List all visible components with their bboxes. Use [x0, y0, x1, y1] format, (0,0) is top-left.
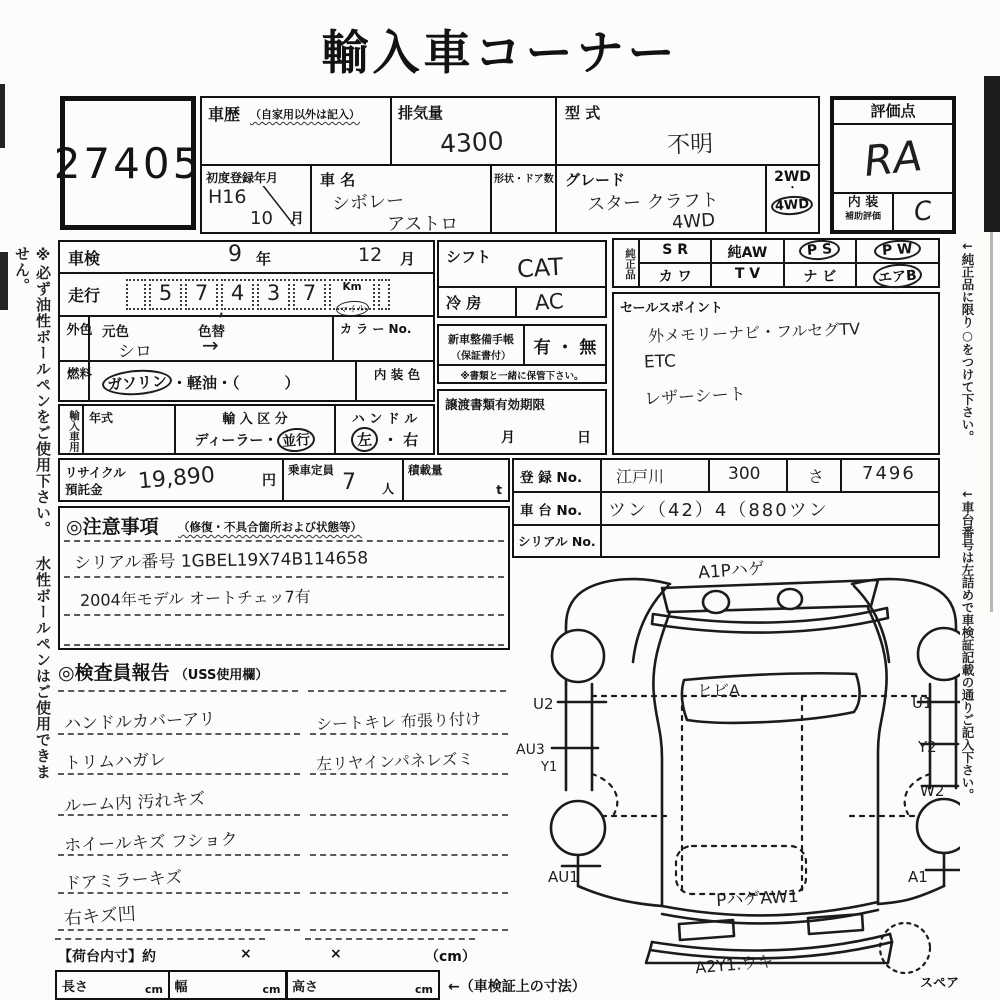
right-margin-note-top: ←純正品に限り○をつけて下さい。: [960, 238, 975, 443]
service-book-label2: （保証書付）: [451, 351, 511, 362]
genuine-ps: P S: [785, 240, 857, 264]
damage-label-right: A1: [908, 868, 928, 886]
unit-km: Km: [342, 281, 362, 293]
scan-mark: [984, 76, 1000, 232]
mileage-blank-cell: [378, 279, 390, 310]
import-car-label: 輸入車用: [60, 406, 84, 453]
shift-label: シフト: [446, 248, 492, 266]
ruled-line: [55, 938, 265, 940]
shaken-row: [60, 242, 433, 274]
import-parallel-circled: 並行: [277, 427, 317, 454]
sales-point-line: ETC: [643, 351, 677, 373]
recycle-unit: 円: [262, 473, 276, 489]
model-code-value: 不明: [666, 131, 714, 159]
serial-no-value: [602, 526, 938, 556]
aux-rating-label: 補助評価: [844, 212, 881, 222]
damage-label-right: W2: [920, 782, 945, 800]
rating-label: 評価点: [870, 102, 916, 120]
recycle-label2: 預託金: [65, 482, 103, 497]
reg-area: 江戸川: [602, 460, 710, 491]
car-history-cell: [200, 96, 390, 166]
notes-line2: 2004年モデル オートチェッ7有: [79, 586, 311, 611]
shape-doors-cell: [490, 164, 555, 234]
load-unit: t: [496, 483, 502, 497]
damage-label-rear: PハゲAW1: [715, 886, 800, 912]
mileage-label: 走行: [68, 286, 101, 305]
transfer-month: 月: [501, 430, 515, 446]
service-book-label1: 新車整備手帳: [448, 333, 514, 346]
first-registration-cell: [200, 164, 310, 234]
damage-label-left: Y1: [541, 760, 558, 775]
displacement-label: 排気量: [398, 104, 444, 122]
service-book-note: ※書類と一緒に保管下さい。: [460, 371, 584, 382]
report-row: [58, 775, 508, 816]
import-dealer: ディーラー: [194, 433, 264, 449]
report-text: シートキレ 布張り付け: [315, 709, 482, 734]
transfer-day: 日: [577, 430, 591, 446]
shaken-year-suffix: 年: [256, 250, 272, 268]
service-book-box: [437, 324, 607, 384]
first-registration-year: H16: [208, 186, 247, 208]
notes-header-sub: （修復・不具合箇所および状態等）: [178, 520, 362, 534]
genuine-pw: P W: [857, 240, 938, 264]
damage-label-left: U2: [533, 695, 554, 713]
sales-points-label: セールスポイント: [620, 301, 723, 316]
serial-no-label: シリアル No.: [514, 526, 602, 556]
fuel-rest: ・軽油・（ ）: [172, 374, 300, 392]
handle-label: ハ ン ド ル: [351, 412, 418, 427]
inspector-report-rows: [58, 696, 508, 931]
inspection-table: [58, 240, 435, 402]
chassis-no-label: 車 台 No.: [514, 493, 602, 524]
reg-number: 7496: [862, 463, 916, 484]
ruled-line: [64, 576, 504, 578]
grade-label: グレード: [565, 171, 626, 189]
ruled-line: [58, 690, 298, 692]
genuine-sr: S R: [640, 240, 712, 264]
mileage-digit: 7: [293, 279, 326, 310]
reg-kana: さ: [788, 460, 842, 491]
sales-point-line: レザーシート: [643, 384, 747, 410]
car-diagram: [520, 556, 960, 976]
fuel-row: [60, 362, 433, 402]
model-code-label: 型 式: [565, 104, 601, 122]
genuine-kawa: カ ワ: [640, 264, 712, 288]
cargo-length-label: 長さ: [62, 980, 89, 995]
transfer-docs-box: [437, 389, 607, 455]
recycle-label1: リサイクル: [65, 465, 126, 480]
inspector-report-header: [58, 658, 268, 685]
shaken-month-value: 12: [358, 244, 383, 266]
shift-value: CAT: [516, 252, 564, 284]
right-margin-note-bottom: ←車台番号は左詰めで車検証記載の通りご記入下さい。: [960, 486, 975, 801]
mileage-digit: 5: [149, 279, 182, 310]
scan-mark: [990, 232, 993, 612]
report-row: [58, 816, 508, 856]
mileage-digit: 4: [221, 279, 254, 310]
genuine-parts-label: 純正品: [614, 240, 640, 286]
recolor-label: 色替: [198, 324, 225, 340]
capacity-unit: 人: [381, 482, 394, 496]
left-margin-note: ※必ず油性ボールペンをご使用下さい。 水性ボールペンはご使用できません。: [13, 246, 52, 780]
genuine-aw: 純AW: [712, 240, 784, 264]
import-class-label: 輸 入 区 分: [222, 412, 288, 427]
report-header: ◎検査員報告: [58, 662, 170, 684]
scan-mark: [0, 252, 8, 310]
shaken-month-suffix: 月: [400, 250, 416, 268]
month-suffix: 月: [290, 211, 304, 227]
notes-header: ◎注意事項: [66, 516, 159, 538]
cargo-header: 【荷台内寸】約: [58, 949, 156, 965]
sales-points-box: [612, 292, 940, 455]
report-text: トリムハガレ: [63, 750, 167, 774]
recolor-value: →: [202, 333, 219, 357]
mileage-digit: 7: [185, 279, 218, 310]
first-registration-month: 10: [250, 208, 273, 229]
first-registration-label: 初度登録年月: [206, 171, 279, 185]
car-name-label: 車 名: [320, 171, 356, 189]
transfer-docs-label: 譲渡書類有効期限: [445, 397, 546, 412]
spare-tire-label: スペア: [920, 976, 960, 991]
grade-cell: [555, 164, 765, 234]
orig-color-value: シロ: [118, 342, 152, 362]
genuine-tv: T V: [712, 264, 784, 288]
shaken-label: 車検: [68, 249, 101, 268]
car-history-label: 車歴: [208, 105, 241, 124]
load-label: 積載量: [408, 463, 443, 477]
rating-score: RA: [861, 131, 925, 186]
car-name-line1: シボレー: [331, 190, 405, 215]
car-history-note: （自家用以外は記入）: [250, 108, 360, 121]
scan-mark: [0, 84, 5, 148]
shaken-year-value: 9: [228, 242, 242, 267]
ruled-line: [64, 614, 504, 616]
grade-line1: スター クラフト: [586, 189, 720, 216]
displacement-value: 4300: [439, 126, 505, 159]
grade-line2: 4WD: [671, 209, 716, 234]
unit-mile-circled: マイル: [335, 300, 369, 317]
cargo-x1: ×: [240, 946, 252, 962]
chassis-no-value: ツン（42）4（880ツン: [608, 500, 829, 521]
notes-box: [58, 506, 510, 650]
cargo-cm: cm: [262, 983, 281, 996]
report-text: ホイールキズ フショク: [63, 829, 239, 857]
report-text: ルーム内 汚れキズ: [63, 789, 206, 817]
page-title: 輸入車コーナー: [321, 26, 679, 81]
cargo-width-label: 幅: [174, 980, 188, 995]
damage-label-right: Y2: [918, 738, 937, 756]
reg-class: 300: [710, 460, 788, 491]
drive-dot: ・: [787, 183, 798, 194]
ruled-line: [64, 644, 504, 646]
cargo-x2: ×: [330, 946, 342, 962]
capacity-value: 7: [342, 470, 356, 495]
cargo-length-box: [55, 970, 170, 1000]
mileage-digit: 3: [257, 279, 290, 310]
report-row: [58, 696, 508, 735]
fuel-label: 燃料: [67, 366, 93, 381]
drive-type-cell: [765, 164, 820, 234]
damage-label-windshield: ヒビA: [697, 681, 740, 700]
genuine-airbag: エアB: [857, 264, 938, 288]
damage-label-top: A1Pハゲ: [697, 558, 766, 584]
reg-no-label: 登 録 No.: [514, 460, 602, 491]
cargo-cm: cm: [415, 983, 433, 996]
fuel-gasoline-circled: ガソリン: [101, 368, 173, 398]
model-year-label: 年式: [89, 411, 114, 425]
lot-number-box: [53, 96, 203, 230]
cooling-value: AC: [534, 289, 565, 315]
color-no-label: カ ラ ー No.: [340, 322, 412, 336]
report-row: [58, 894, 508, 931]
car-name-cell: [310, 164, 490, 234]
ruled-line: [64, 540, 504, 542]
lot-number: 27405: [53, 138, 203, 188]
cargo-height-box: [285, 970, 440, 1000]
cargo-cm: cm: [145, 983, 163, 996]
orig-color-label: 元色: [102, 324, 129, 340]
exterior-color-row: [60, 317, 433, 362]
drive-2wd: 2WD: [774, 169, 811, 185]
drive-4wd-circled: 4WD: [771, 195, 814, 217]
recycle-deposit-row: [58, 458, 510, 502]
mileage-unit-cell: [329, 279, 375, 316]
capacity-label: 乗車定員: [288, 463, 334, 477]
report-header-sub: （USS使用欄）: [174, 668, 269, 683]
cooling-label: 冷 房: [446, 294, 482, 312]
mileage-comma: ,: [218, 296, 225, 320]
mileage-digit: [126, 279, 146, 310]
shift-cooling-box: [437, 240, 607, 318]
report-row: [58, 856, 508, 894]
cargo-width-box: [168, 970, 288, 1000]
interior-color-label: 内 装 色: [373, 367, 421, 382]
cargo-arrow-note: ←（車検証上の寸法）: [448, 979, 586, 995]
notes-line1: シリアル番号 1GBEL19X74B114658: [73, 548, 369, 574]
model-code-cell: [555, 96, 820, 166]
registration-table: [512, 458, 940, 558]
mileage-row: [60, 274, 433, 320]
ruled-line: [305, 938, 475, 940]
interior-label: 内 装: [847, 195, 879, 210]
sales-point-line: 外メモリーナビ・フルセグTV: [647, 319, 861, 346]
report-text: ハンドルカバーアリ: [63, 709, 216, 735]
cargo-unit: （cm）: [425, 949, 476, 965]
genuine-navi: ナ ビ: [785, 264, 857, 288]
report-text: 左リヤインパネレズミ: [315, 749, 474, 774]
interior-score: C: [911, 195, 935, 229]
recycle-value: 19,890: [137, 462, 216, 495]
damage-label-bottom: A2Y1.ウキ: [694, 951, 774, 978]
handle-right: 右: [403, 431, 419, 449]
damage-label-left: AU1: [548, 868, 579, 886]
car-name-line2: アストロ: [387, 214, 459, 235]
handle-left-circled: 左: [350, 426, 379, 453]
shape-doors-label: 形状・ドア数: [494, 174, 554, 185]
damage-label-right: U1: [912, 694, 933, 712]
damage-label-left: AU3: [516, 742, 545, 758]
exterior-color-label: 外色: [66, 323, 93, 338]
displacement-cell: [390, 96, 555, 166]
report-text: ドアミラーキズ: [63, 867, 183, 895]
report-text: 右キズ凹: [63, 903, 137, 930]
service-book-value: 有 ・ 無: [533, 337, 597, 358]
genuine-parts-grid: [612, 238, 940, 288]
rating-box: [830, 96, 956, 234]
import-car-box: 輸入車用 年式 輸 入 区 分 ディーラー・ 並行 ハ ン ド ル 左 ・ 右: [58, 404, 435, 455]
ruled-line: [308, 690, 506, 692]
cargo-height-label: 高さ: [292, 980, 319, 995]
report-row: [58, 735, 508, 775]
